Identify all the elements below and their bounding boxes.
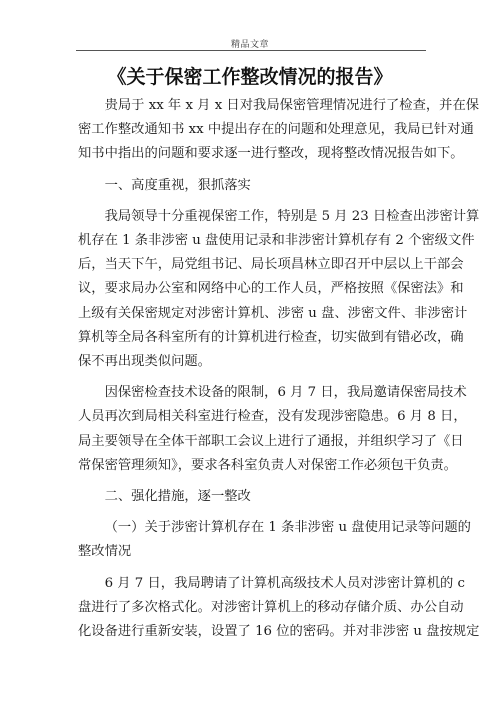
text-line: 议，要求局办公室和网络中心的工作人员，严格按照《保密法》和 <box>78 281 464 297</box>
text-line: 算机等全局各科室所有的计算机进行检查，切实做到有错必改，确 <box>78 329 464 345</box>
text-line: 二、强化措施，逐一整改 <box>104 489 251 505</box>
text-line: 6 月 7 日，我局聘请了计算机高级技术人员对涉密计算机的 c <box>104 575 465 591</box>
text-line: （一）关于涉密计算机存在 1 条非涉密 u 盘使用记录等问题的 <box>104 520 471 536</box>
text-line: 人员再次到局相关科室进行检查，没有发现涉密隐患。6 月 8 日， <box>78 409 467 425</box>
document-body <box>78 94 480 644</box>
text-line: 整改情况 <box>78 544 132 560</box>
text-line: 机存在 1 条非涉密 u 盘使用记录和非涉密计算机存有 2 个密级文件 <box>78 233 475 249</box>
paragraph <box>78 516 471 564</box>
text-line: 常保密管理须知》，要求各科室负责人对保密工作必须包干负责。 <box>78 457 457 473</box>
text-line: 知书中指出的问题和要求逐一进行整改，现将整改情况报告如下。 <box>78 146 464 162</box>
header-label: 精品文章 <box>230 40 269 50</box>
paragraph <box>78 205 480 374</box>
document-title: 《关于保密工作整改情况的报告》 <box>107 66 393 88</box>
text-line: 我局领导十分重视保密工作，特别是 5 月 23 日检查出涉密计算 <box>104 208 480 224</box>
text-line: 密工作整改通知书 xx 中提出存在的问题和处理意见，我局已针对通 <box>78 122 474 138</box>
text-line: 因保密检查技术设备的限制，6 月 7 日，我局邀请保密局技术 <box>104 385 467 401</box>
text-line: 上级有关保密规定对涉密计算机、涉密 u 盘、涉密文件、非涉密计 <box>78 305 468 321</box>
text-line: 保不再出现类似问题。 <box>78 354 211 370</box>
text-line: 后，当天下午，局党组书记、局长项昌林立即召开中层以上干部会 <box>78 257 464 273</box>
paragraph <box>78 94 480 167</box>
paragraph <box>78 572 480 645</box>
section-heading <box>78 174 426 198</box>
text-line: 局主要领导在全体干部职工会议上进行了通报，并组织学习了《日 <box>78 433 464 449</box>
text-line: 化设备进行重新安装，设置了 16 位的密码。并对非涉密 u 盘按规定 <box>78 624 480 640</box>
text-line: 盘进行了多次格式化。对涉密计算机上的移动存储介质、办公自动 <box>78 599 464 615</box>
section-heading <box>78 485 426 509</box>
text-line: 一、高度重视，狠抓落实 <box>104 177 251 193</box>
text-line: 贵局于 xx 年 x 月 x 日对我局保密管理情况进行了检查，并在保 <box>104 98 480 113</box>
paragraph <box>78 381 467 478</box>
header-divider <box>76 50 426 51</box>
